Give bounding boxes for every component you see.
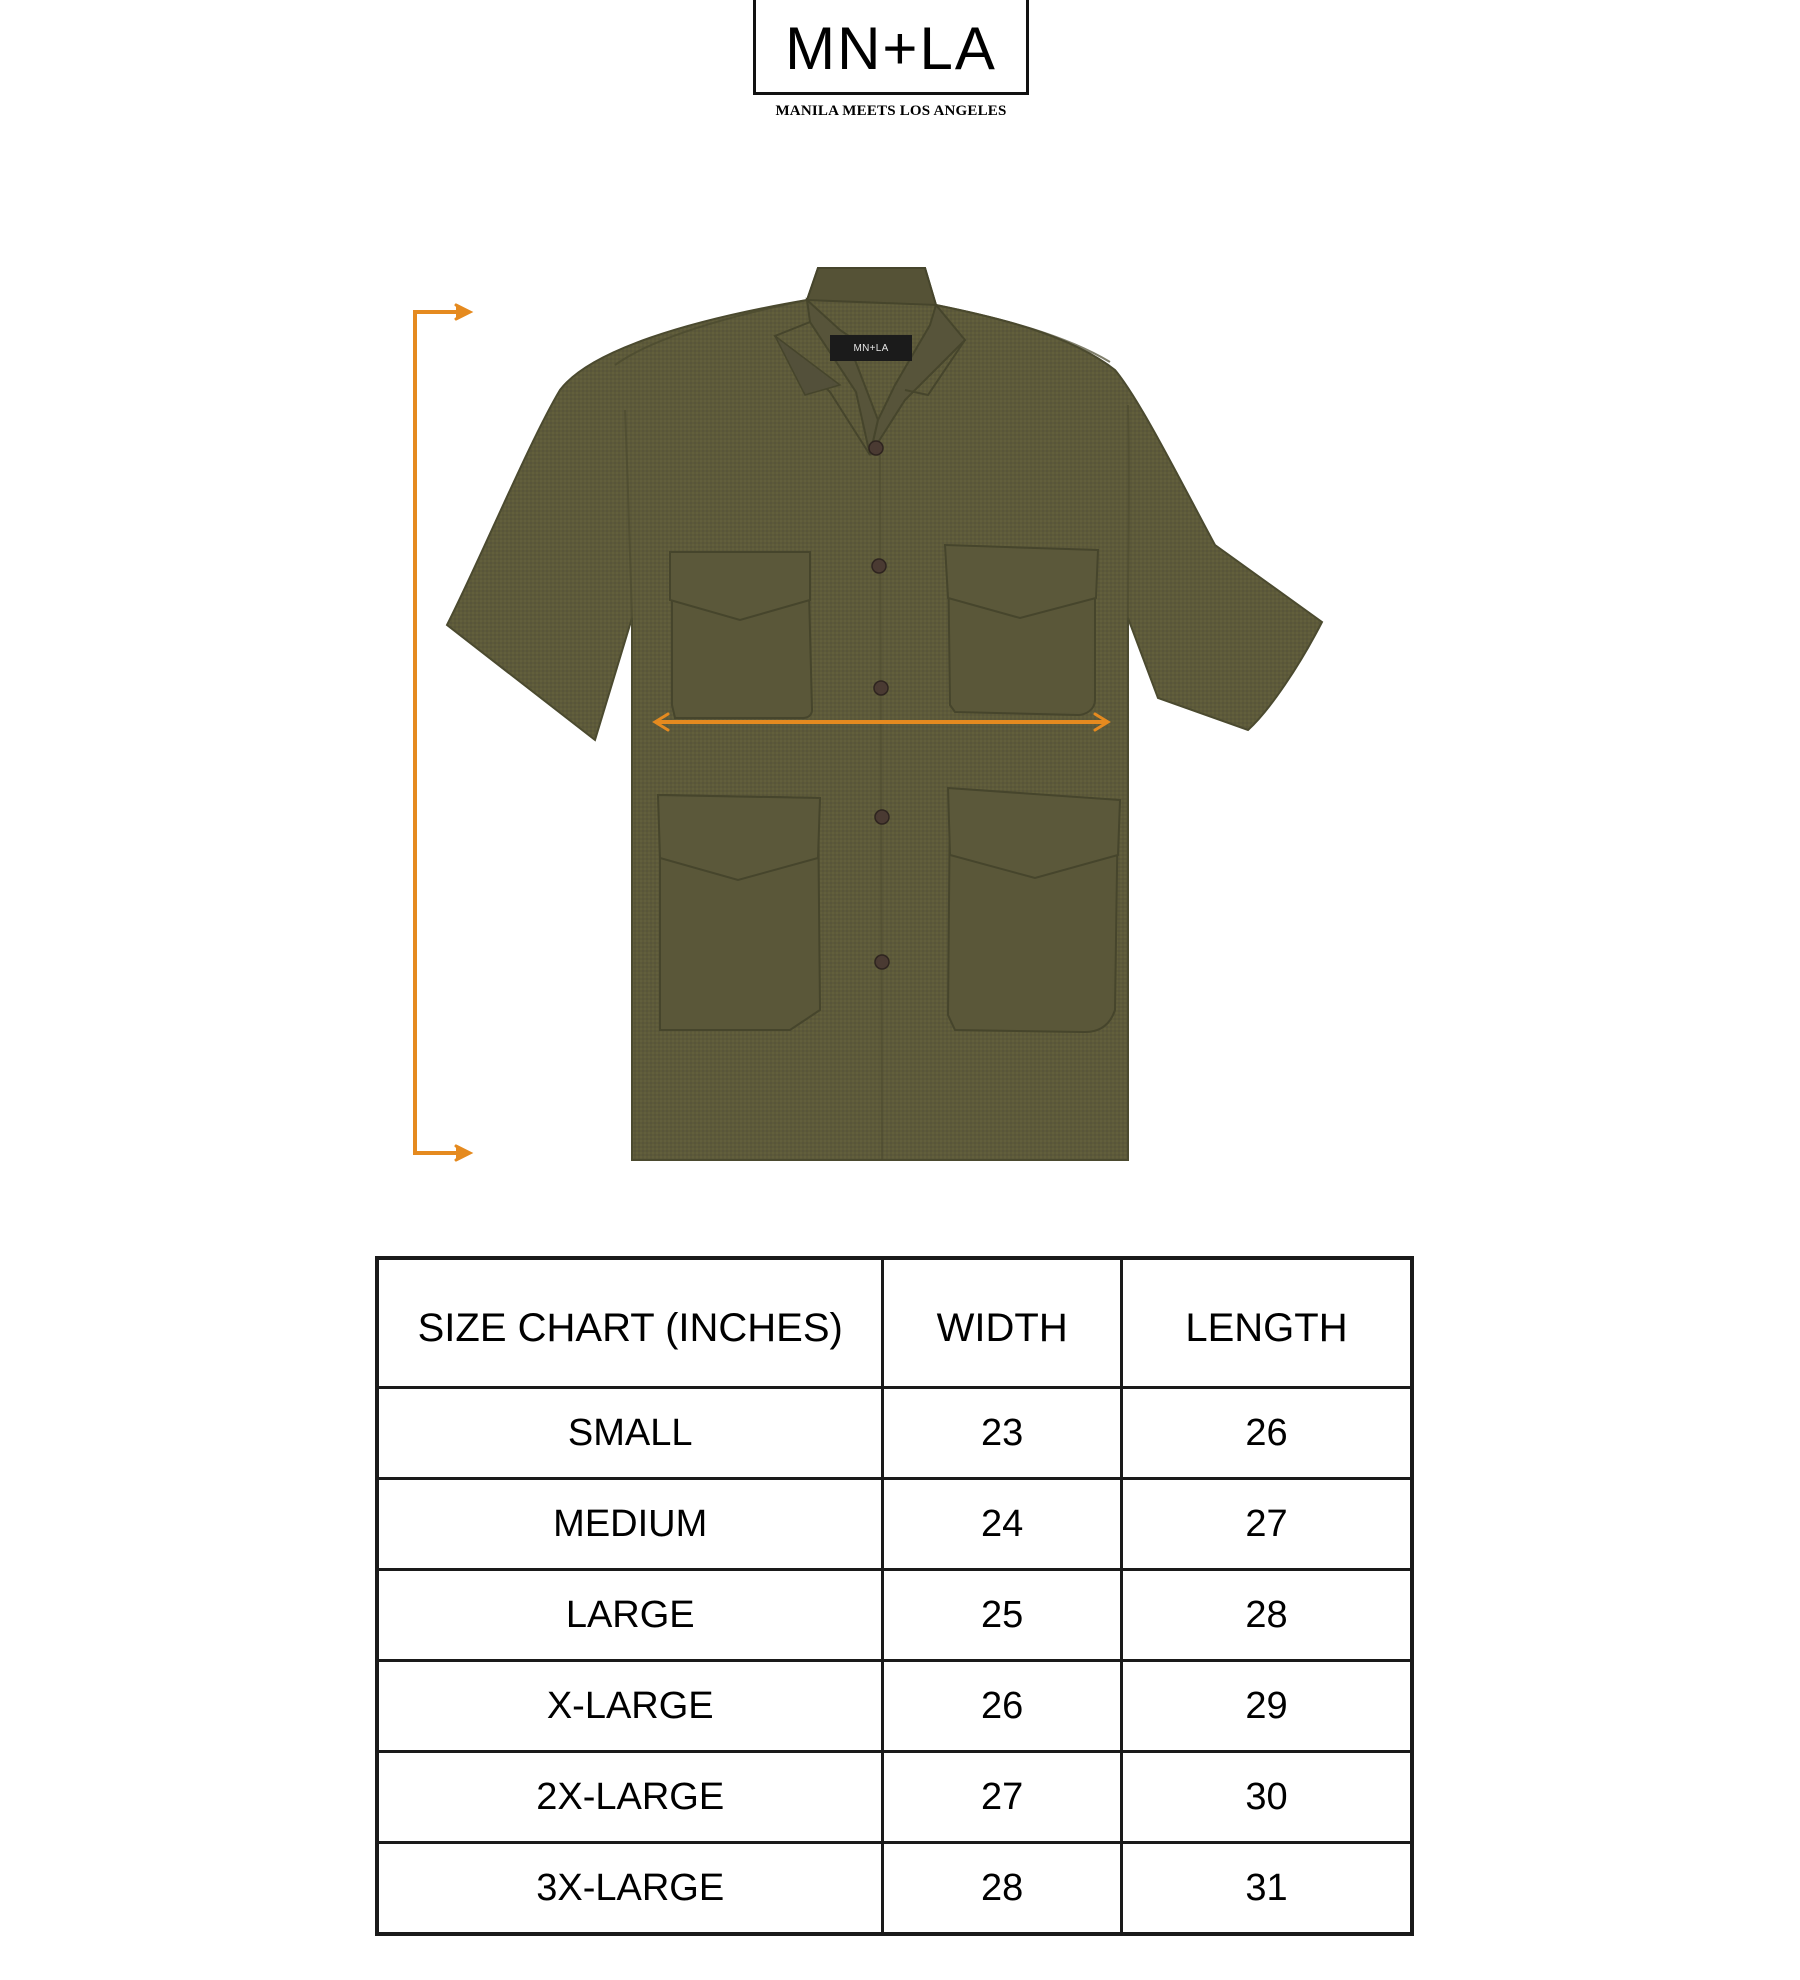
size-chart-table — [375, 1256, 1414, 1936]
size-width: 27 — [883, 1752, 1121, 1843]
size-name: SMALL — [377, 1388, 883, 1479]
size-length: 31 — [1121, 1843, 1412, 1935]
collar-back — [807, 268, 936, 305]
header-length: LENGTH — [1121, 1258, 1412, 1388]
logo-wordmark: MN+LA — [785, 15, 997, 82]
pocket-lower-left — [658, 795, 820, 1030]
table-row — [377, 1752, 1412, 1843]
table-header-row — [377, 1258, 1412, 1388]
size-width: 25 — [883, 1570, 1121, 1661]
size-length: 26 — [1121, 1388, 1412, 1479]
table-row — [377, 1570, 1412, 1661]
size-name: 3X-LARGE — [377, 1843, 883, 1935]
size-length: 30 — [1121, 1752, 1412, 1843]
size-name: LARGE — [377, 1570, 883, 1661]
length-measure-arrow — [415, 305, 470, 1160]
size-width: 24 — [883, 1479, 1121, 1570]
pocket-upper-right — [945, 545, 1098, 715]
shirt-body — [447, 268, 1322, 1160]
pocket-lower-right — [948, 788, 1120, 1032]
size-width: 26 — [883, 1661, 1121, 1752]
size-length: 29 — [1121, 1661, 1412, 1752]
pocket-upper-left — [670, 552, 812, 718]
size-length: 27 — [1121, 1479, 1412, 1570]
size-width: 28 — [883, 1843, 1121, 1935]
size-name: X-LARGE — [377, 1661, 883, 1752]
table-row — [377, 1479, 1412, 1570]
size-length: 28 — [1121, 1570, 1412, 1661]
logo-tagline: MANILA MEETS LOS ANGELES — [775, 103, 1007, 119]
size-name: MEDIUM — [377, 1479, 883, 1570]
neck-label: MN+LA — [830, 335, 912, 361]
table-row — [377, 1388, 1412, 1479]
size-width: 23 — [883, 1388, 1121, 1479]
header-width: WIDTH — [883, 1258, 1121, 1388]
table-row — [377, 1661, 1412, 1752]
table-row — [377, 1843, 1412, 1935]
size-name: 2X-LARGE — [377, 1752, 883, 1843]
header-size-chart: SIZE CHART (INCHES) — [377, 1258, 883, 1388]
